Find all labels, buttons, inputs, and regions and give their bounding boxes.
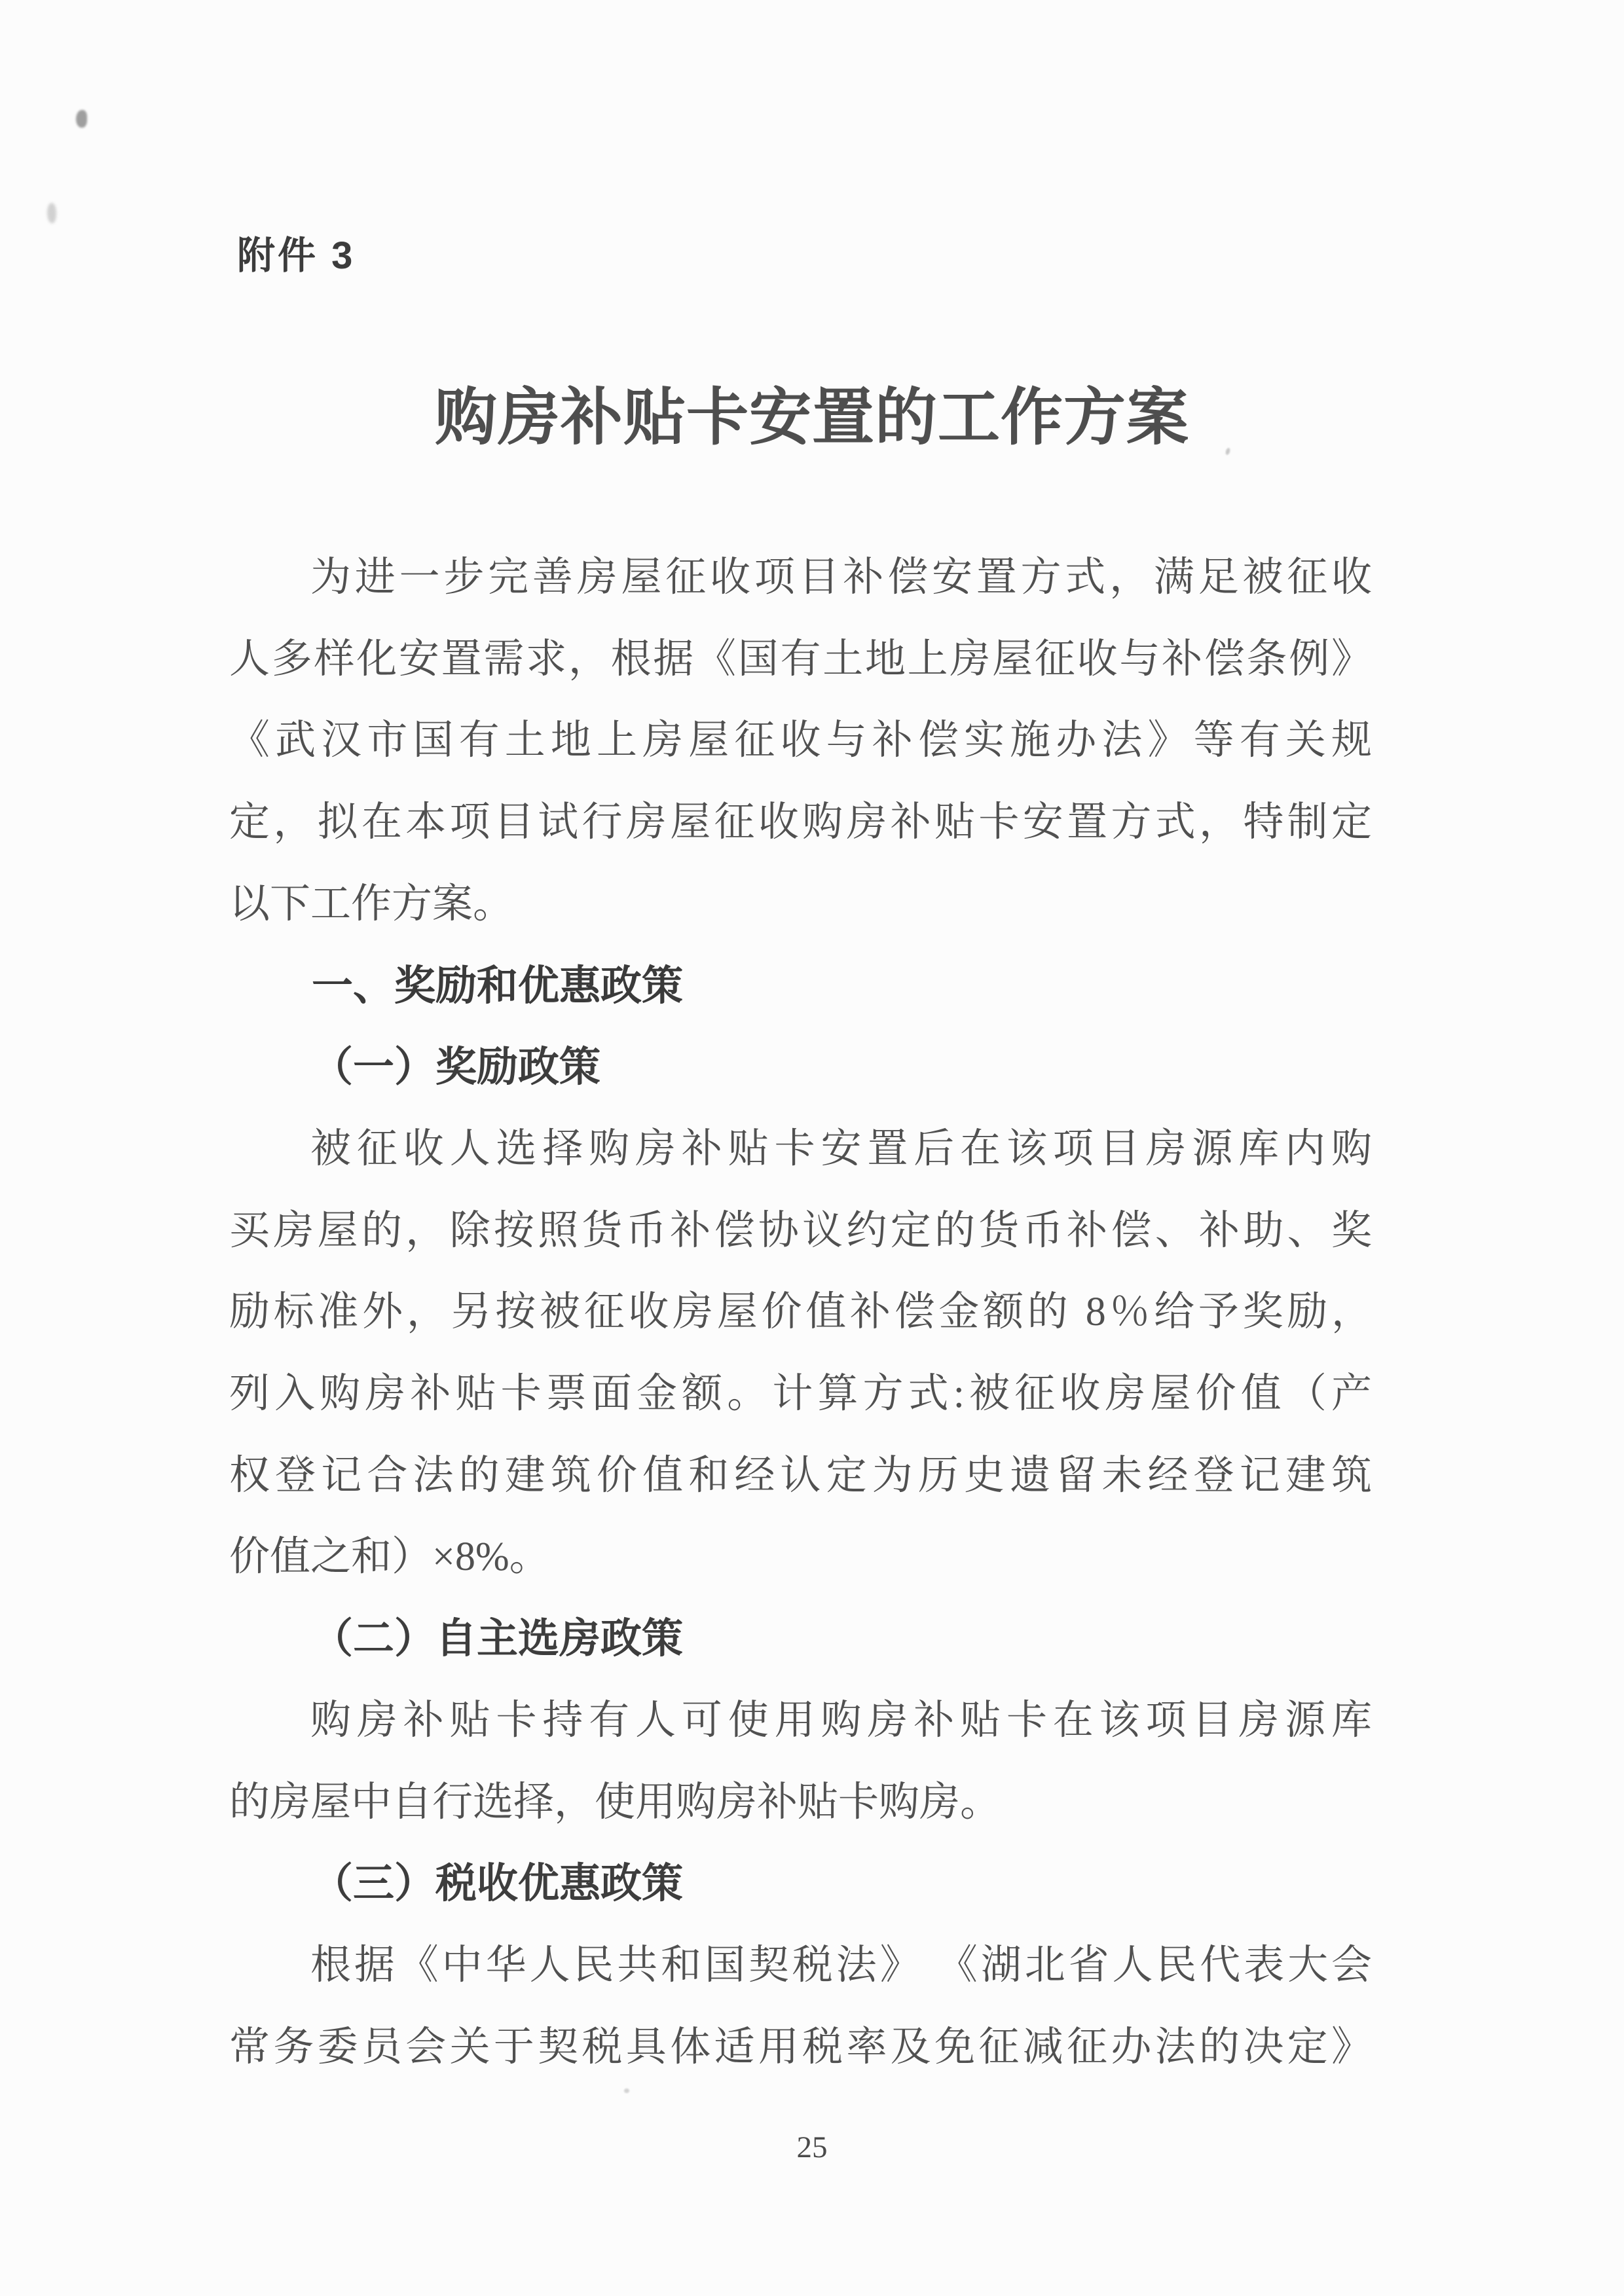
body-line: 的房屋中自行选择，使用购房补贴卡购房。 [229, 1779, 1001, 1825]
attachment-label: 附件 3 [237, 234, 356, 277]
body-line: 权登记合法的建筑价值和经认定为历史遗留未经登记建筑 [229, 1453, 1372, 1498]
section-heading: （二）自主选房政策 [312, 1616, 683, 1662]
body-line: 购房补贴卡持有人可使用购房补贴卡在该项目房源库 [310, 1698, 1372, 1743]
body-line: 《武汉市国有土地上房屋征收与补偿实施办法》等有关规 [229, 718, 1372, 763]
body-line: 常务委员会关于契税具体适用税率及免征减征办法的决定》 [229, 2024, 1372, 2069]
body-line: 根据《中华人民共和国契税法》 《湖北省人民代表大会 [310, 1942, 1372, 1988]
document-body [229, 537, 1372, 2088]
document-title: 购房补贴卡安置的工作方案 [434, 383, 1189, 452]
body-line: 人多样化安置需求，根据《国有土地上房屋征收与补偿条例》 [229, 636, 1372, 682]
scan-smudge-dark [76, 110, 87, 128]
body-line: 以下工作方案。 [229, 881, 514, 926]
page-number: 25 [796, 2130, 828, 2164]
body-line: 被征收人选择购房补贴卡安置后在该项目房源库内购 [310, 1126, 1372, 1171]
section-heading: （三）税收优惠政策 [312, 1861, 683, 1907]
body-line: 定，拟在本项目试行房屋征收购房补贴卡安置方式，特制定 [229, 800, 1372, 845]
body-line: 买房屋的，除按照货币补偿协议约定的货币补偿、补助、奖 [229, 1208, 1372, 1253]
body-line: 价值之和）×8%。 [229, 1535, 550, 1580]
body-line: 为进一步完善房屋征收项目补偿安置方式，满足被征收 [310, 555, 1372, 600]
body-line: 列入购房补贴卡票面金额。计算方式:被征收房屋价值（产 [229, 1372, 1372, 1417]
section-heading: 一、奖励和优惠政策 [312, 962, 683, 1009]
scan-smudge-light [47, 203, 56, 223]
scan-speck [624, 2088, 629, 2093]
section-heading: （一）奖励政策 [312, 1044, 600, 1091]
body-line: 励标准外，另按被征收房屋价值补偿金额的 8％给予奖励， [229, 1290, 1372, 1335]
